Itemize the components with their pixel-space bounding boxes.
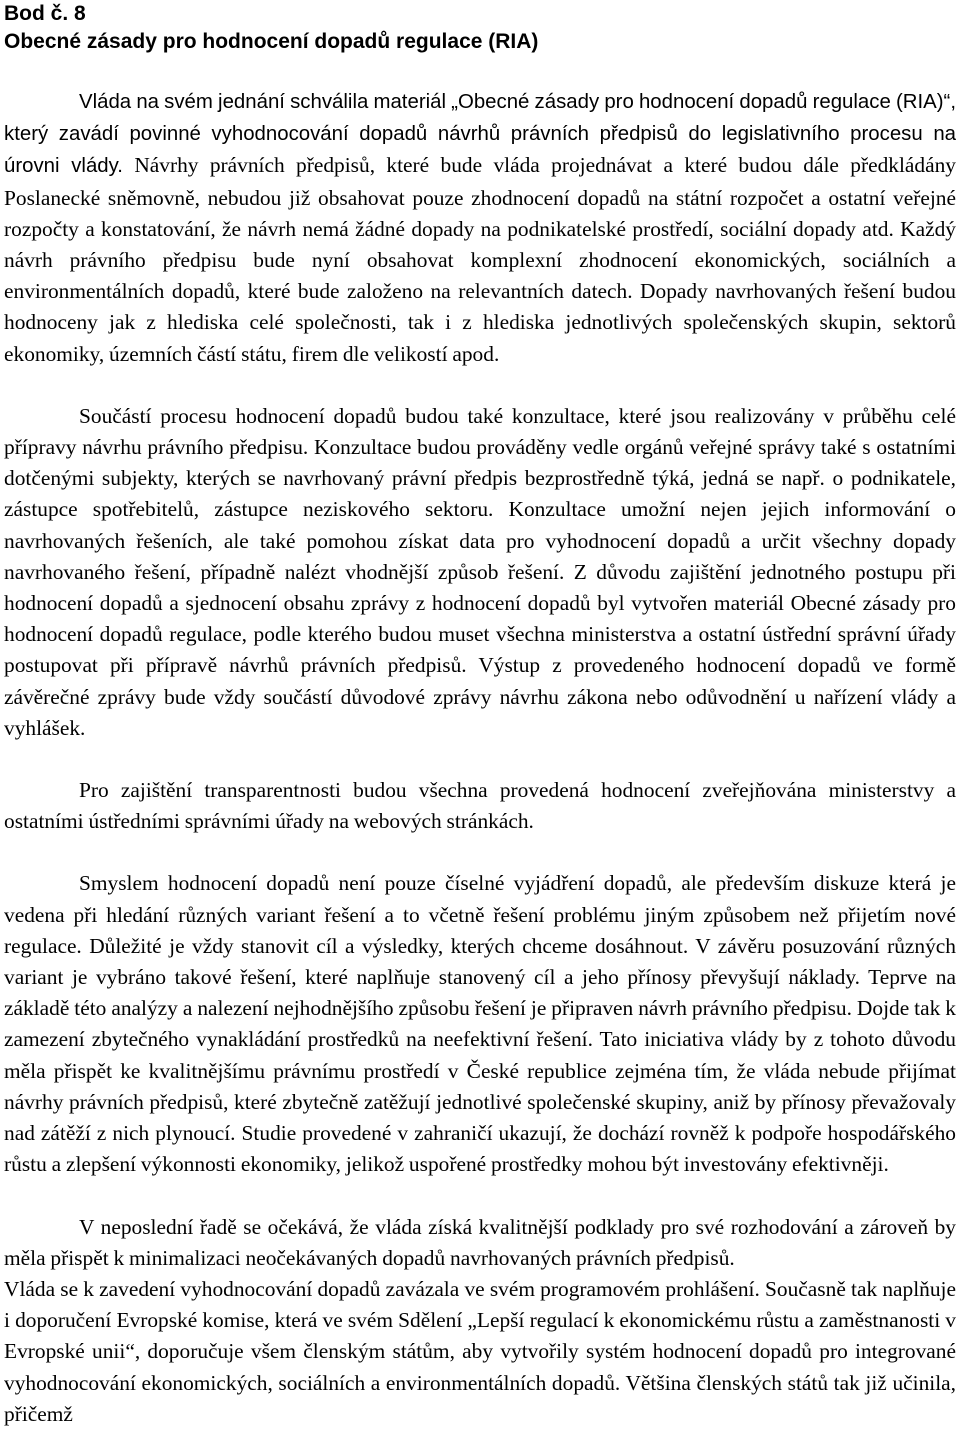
section-number: Bod č. 8	[4, 2, 86, 25]
document-title: Obecné zásady pro hodnocení dopadů regulace (RIA)	[4, 30, 539, 53]
paragraph-3-text: Pro zajištění transparentnosti budou všechna provedená hodnocení zveřejňována ministerstvy a ostatními ústředními správními úřady na webových stránkách.	[4, 778, 956, 834]
paragraph-4-text: Smyslem hodnocení dopadů není pouze číselné vyjádření dopadů, ale především diskuze která je vedena při hledání různých variant řešení a to včetně řešení problému jiným způsobem než přijetím nové regulace. Důležité je vždy stanovit cíl a výsledky, kterých chceme dosáhnout. V závěru posuzování různých variant je vybráno takové řešení, které naplňuje stanovený cíl a jeho přínosy převyšují náklady. Teprve na základě této analýzy a nalezení nejhodnějšího způsobu řešení je připraven návrh právního předpisu. Dojde tak k zamezení zbytečného vynakládání prostředků na neefektivní řešení. Tato iniciativa vlády by z tohoto důvodu měla přispět ke kvalitnějšímu právnímu prostředí v České republice zejména tím, že vláda nebude přijímat návrhy právních předpisů, které zbytečně zatěžují jednotlivé společenské skupiny, aniž by přínosy převažovaly nad zátěží z nich plynoucí. Studie provedené v zahraničí ukazují, že dochází rovněž k podpoře hospodářského růstu a zlepšení výkonnosti ekonomiky, jelikož uspořené prostředky mohou být investovány efektivněji.	[4, 871, 956, 1177]
paragraph-1-lead: Vláda na svém jednání schválila materiál „Obecné zásady pro hodnocení dopadů regulace (RIA)“, který zavádí povinné vyhodnocování dopadů návrhů právních předpisů do legislativního procesu na úrovni vlády.	[4, 91, 956, 178]
paragraph-2	[4, 401, 956, 744]
paragraph-2-text: Součástí procesu hodnocení dopadů budou také konzultace, které jsou realizovány v průběhu celé přípravy návrhu právního předpisu. Konzultace budou prováděny vedle orgánů veřejné správy také s ostatními dotčenými subjekty, kterých se navrhovaný právní předpis bezprostředně týká, jedná se např. o podnikatele, zástupce spotřebitelů, zástupce neziskového sektoru. Konzultace umožní nejen jejich informování o navrhovaných řešeních, ale také pomohou získat data pro vyhodnocení dopadů a určit všechny dopady navrhovaného řešení, případně nalézt vhodnější způsob řešení. Z důvodu zajištění jednotného postupu při hodnocení dopadů a sjednocení obsahu zprávy z hodnocení dopadů byl vytvořen materiál Obecné zásady pro hodnocení dopadů regulace, podle kterého budou muset všechna ministerstva a ostatní ústřední správní úřady postupovat při přípravě návrhů právních předpisů. Výstup z provedeného hodnocení dopadů ve formě závěrečné zprávy bude vždy součástí důvodové zprávy návrhu zákona nebo odůvodnění u nařízení vlády a vyhlášek.	[4, 403, 956, 740]
paragraph-3	[4, 775, 956, 837]
paragraph-6-text: Vláda se k zavedení vyhodnocování dopadů zavázala ve svém programovém prohlášení. Současně tak naplňuje i doporučení Evropské komise, která ve svém Sdělení „Lepší regulací k ekonomickému růstu a zaměstnanosti v Evropské unii“, doporučuje všem členským státům, aby vytvořily systém hodnocení dopadů pro integrované vyhodnocování ekonomických, sociálních a environmentálních dopadů. Většina členských států tak již učinila, přičemž	[4, 1276, 956, 1426]
paragraph-6	[4, 1274, 956, 1430]
paragraph-5-text: V neposlední řadě se očekává, že vláda získá kvalitnější podklady pro své rozhodování a zároveň by měla přispět k minimalizaci neočekávaných dopadů navrhovaných právních předpisů.	[4, 1214, 956, 1270]
paragraph-4	[4, 868, 956, 1180]
paragraph-1	[4, 86, 956, 370]
paragraph-1-text: Návrhy právních předpisů, které bude vláda projednávat a které budou dále předkládány Poslanecké sněmovně, nebudou již obsahovat pouze zhodnocení dopadů na státní rozpočet a ostatní veřejné rozpočty a konstatování, že návrh nemá žádné dopady na podnikatelské prostředí, sociální dopady atd. Každý návrh právního předpisu bude nyní obsahovat komplexní zhodnocení ekonomických, sociálních a environmentálních dopadů, které bude založeno na relevantních datech. Dopady navrhovaných řešení budou hodnoceny jak z hlediska celé společnosti, tak i z hlediska jednotlivých společenských skupin, sektorů ekonomiky, územních částí státu, firem dle velikostí apod.	[4, 153, 956, 366]
paragraph-5	[4, 1212, 956, 1274]
